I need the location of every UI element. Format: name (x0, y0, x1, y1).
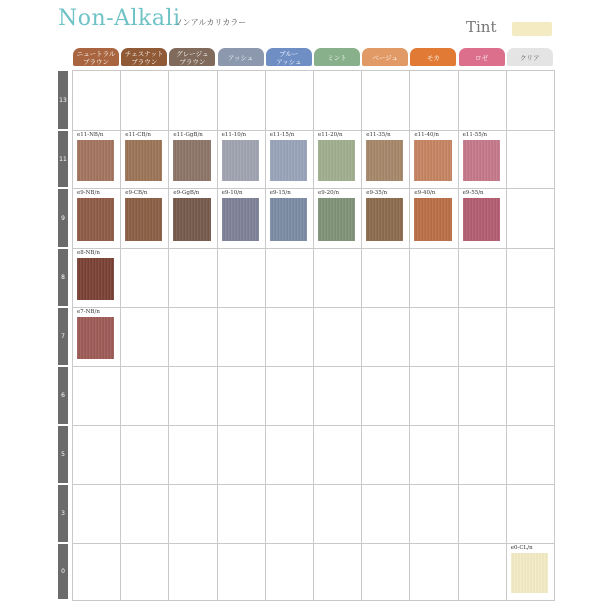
empty-cell (362, 485, 410, 544)
empty-cell (507, 426, 555, 485)
empty-cell (459, 485, 507, 544)
hair-swatch (173, 198, 210, 241)
empty-cell (314, 485, 362, 544)
hair-swatch (222, 140, 259, 181)
hair-swatch (463, 198, 500, 241)
shade-code: e11-40/n (414, 132, 439, 138)
hair-swatch (270, 198, 307, 241)
empty-cell (314, 71, 362, 131)
empty-cell (362, 71, 410, 131)
empty-cell (459, 426, 507, 485)
hair-swatch (463, 140, 500, 181)
shade-cell (73, 189, 121, 249)
shade-cell (459, 189, 507, 249)
empty-cell (169, 426, 217, 485)
shade-code: e7-NB/n (77, 309, 100, 315)
hair-swatch (77, 258, 114, 300)
empty-cell (121, 485, 169, 544)
empty-cell (121, 426, 169, 485)
category-tab-9 (507, 48, 553, 66)
shade-code: e11-10/n (221, 132, 247, 138)
empty-cell (218, 367, 266, 426)
empty-cell (266, 367, 314, 426)
empty-cell (459, 544, 507, 601)
empty-cell (410, 249, 458, 308)
empty-cell (459, 308, 507, 367)
page-subtitle: ノンアルカリカラー (175, 18, 247, 27)
empty-cell (362, 367, 410, 426)
shade-cell (73, 249, 121, 308)
shade-cell (121, 131, 169, 189)
page-title: Non-Alkali (58, 6, 181, 31)
category-tab-4 (266, 48, 312, 66)
shade-cell (169, 189, 217, 249)
shade-cell (266, 189, 314, 249)
empty-cell (266, 249, 314, 308)
shade-code: e11-CB/n (125, 132, 151, 138)
empty-cell (73, 485, 121, 544)
empty-cell (507, 308, 555, 367)
empty-cell (73, 367, 121, 426)
empty-cell (266, 485, 314, 544)
empty-cell (507, 189, 555, 249)
hair-swatch (125, 140, 162, 181)
hair-swatch (125, 198, 162, 241)
empty-cell (362, 426, 410, 485)
category-tab-8 (459, 48, 505, 66)
category-tab-label: ブルー (279, 49, 299, 58)
shade-code: e9-35/n (366, 190, 388, 196)
empty-cell (169, 249, 217, 308)
category-tab-label-2: ブラウン (83, 57, 109, 66)
level-label: 9 (58, 189, 68, 247)
empty-cell (507, 367, 555, 426)
hair-swatch (77, 317, 114, 359)
empty-cell (507, 485, 555, 544)
level-label: 7 (58, 308, 68, 365)
hair-swatch (318, 198, 355, 241)
empty-cell (266, 544, 314, 601)
empty-cell (218, 485, 266, 544)
empty-cell (507, 71, 555, 131)
shade-code: e11-GgB/n (173, 132, 203, 138)
hair-swatch (366, 140, 403, 181)
empty-cell (314, 544, 362, 601)
empty-cell (410, 367, 458, 426)
level-label: 8 (58, 249, 68, 306)
empty-cell (314, 308, 362, 367)
empty-cell (169, 71, 217, 131)
category-tab-0 (73, 48, 119, 66)
empty-cell (507, 131, 555, 189)
tint-label: Tint (466, 18, 497, 36)
empty-cell (314, 249, 362, 308)
shade-code: e11-NB/n (77, 132, 104, 138)
empty-cell (169, 544, 217, 601)
empty-cell (121, 71, 169, 131)
level-label: 13 (58, 71, 68, 129)
category-tab-label-2: ブラウン (131, 57, 158, 66)
hair-swatch (414, 198, 451, 241)
shade-code: e9-20/n (318, 190, 340, 196)
shade-code: e9-55/n (462, 190, 484, 196)
level-label: 5 (58, 426, 68, 483)
empty-cell (362, 308, 410, 367)
category-tab-label: モカ (426, 53, 440, 62)
level-label: 0 (58, 544, 68, 599)
shade-code: e11-20/n (318, 132, 343, 138)
hair-swatch (511, 553, 548, 593)
hair-swatch (318, 140, 355, 181)
category-tab-7 (410, 48, 456, 66)
category-tab-label: クリア (520, 53, 540, 62)
shade-code: e11-15/n (269, 132, 295, 138)
category-tab-label: グレージュ (176, 49, 209, 58)
empty-cell (314, 367, 362, 426)
shade-cell (73, 131, 121, 189)
empty-cell (121, 308, 169, 367)
empty-cell (218, 71, 266, 131)
empty-cell (410, 485, 458, 544)
shade-cell (169, 131, 217, 189)
shade-code: e11-55/n (462, 132, 488, 138)
empty-cell (218, 544, 266, 601)
shade-cell (410, 131, 458, 189)
empty-cell (459, 71, 507, 131)
shade-cell (266, 131, 314, 189)
shade-cell (121, 189, 169, 249)
empty-cell (314, 426, 362, 485)
empty-cell (218, 249, 266, 308)
shade-cell (218, 131, 266, 189)
level-label: 6 (58, 367, 68, 424)
shade-cell (73, 308, 121, 367)
empty-cell (362, 249, 410, 308)
category-tab-label: アッシュ (227, 53, 254, 62)
shade-cell (362, 131, 410, 189)
category-tab-label: ミント (327, 53, 347, 62)
category-tab-label: ニュートラル (76, 49, 116, 58)
shade-code: e9-40/n (414, 190, 436, 196)
tint-swatch (512, 22, 552, 36)
empty-cell (169, 367, 217, 426)
level-label: 11 (58, 131, 68, 187)
hair-swatch (270, 140, 307, 181)
empty-cell (410, 426, 458, 485)
shade-code: e9-15/n (269, 190, 291, 196)
empty-cell (121, 367, 169, 426)
empty-cell (218, 426, 266, 485)
empty-cell (362, 544, 410, 601)
empty-cell (121, 544, 169, 601)
category-tab-2 (169, 48, 215, 66)
shade-code: e9-NB/n (77, 190, 100, 196)
hair-swatch (173, 140, 210, 181)
category-tab-5 (314, 48, 360, 66)
shade-cell (314, 131, 362, 189)
empty-cell (266, 426, 314, 485)
empty-cell (507, 249, 555, 308)
category-tab-label: ベージュ (372, 53, 399, 62)
empty-cell (73, 544, 121, 601)
category-tab-label-2: ブラウン (179, 57, 206, 66)
empty-cell (266, 308, 314, 367)
empty-cell (73, 426, 121, 485)
level-label: 3 (58, 485, 68, 542)
empty-cell (266, 71, 314, 131)
shade-cell (459, 131, 507, 189)
empty-cell (410, 71, 458, 131)
hair-swatch (222, 198, 259, 241)
shade-code: e8-NB/n (77, 250, 100, 256)
category-tab-label: チェスナット (124, 49, 164, 58)
hair-swatch (414, 140, 451, 181)
shade-code: e9-GgB/n (173, 190, 200, 196)
hair-swatch (77, 140, 114, 181)
shade-code: e0-CL/n (510, 545, 533, 551)
empty-cell (459, 249, 507, 308)
color-chart-grid (72, 70, 555, 601)
empty-cell (169, 485, 217, 544)
shade-cell (410, 189, 458, 249)
shade-code: e9-CB/n (125, 190, 148, 196)
category-tab-6 (362, 48, 408, 66)
category-tab-1 (121, 48, 167, 66)
empty-cell (459, 367, 507, 426)
shade-code: e9-10/n (221, 190, 243, 196)
shade-cell (218, 189, 266, 249)
empty-cell (73, 71, 121, 131)
shade-cell (362, 189, 410, 249)
category-tab-label-2: アッシュ (276, 57, 302, 66)
category-tab-3 (218, 48, 264, 66)
shade-code: e11-35/n (366, 132, 391, 138)
hair-swatch (77, 198, 114, 241)
empty-cell (410, 308, 458, 367)
shade-cell (314, 189, 362, 249)
hair-swatch (366, 198, 403, 241)
empty-cell (410, 544, 458, 601)
empty-cell (218, 308, 266, 367)
empty-cell (169, 308, 217, 367)
empty-cell (121, 249, 169, 308)
shade-cell (507, 544, 555, 601)
category-tab-label: ロゼ (475, 53, 489, 62)
